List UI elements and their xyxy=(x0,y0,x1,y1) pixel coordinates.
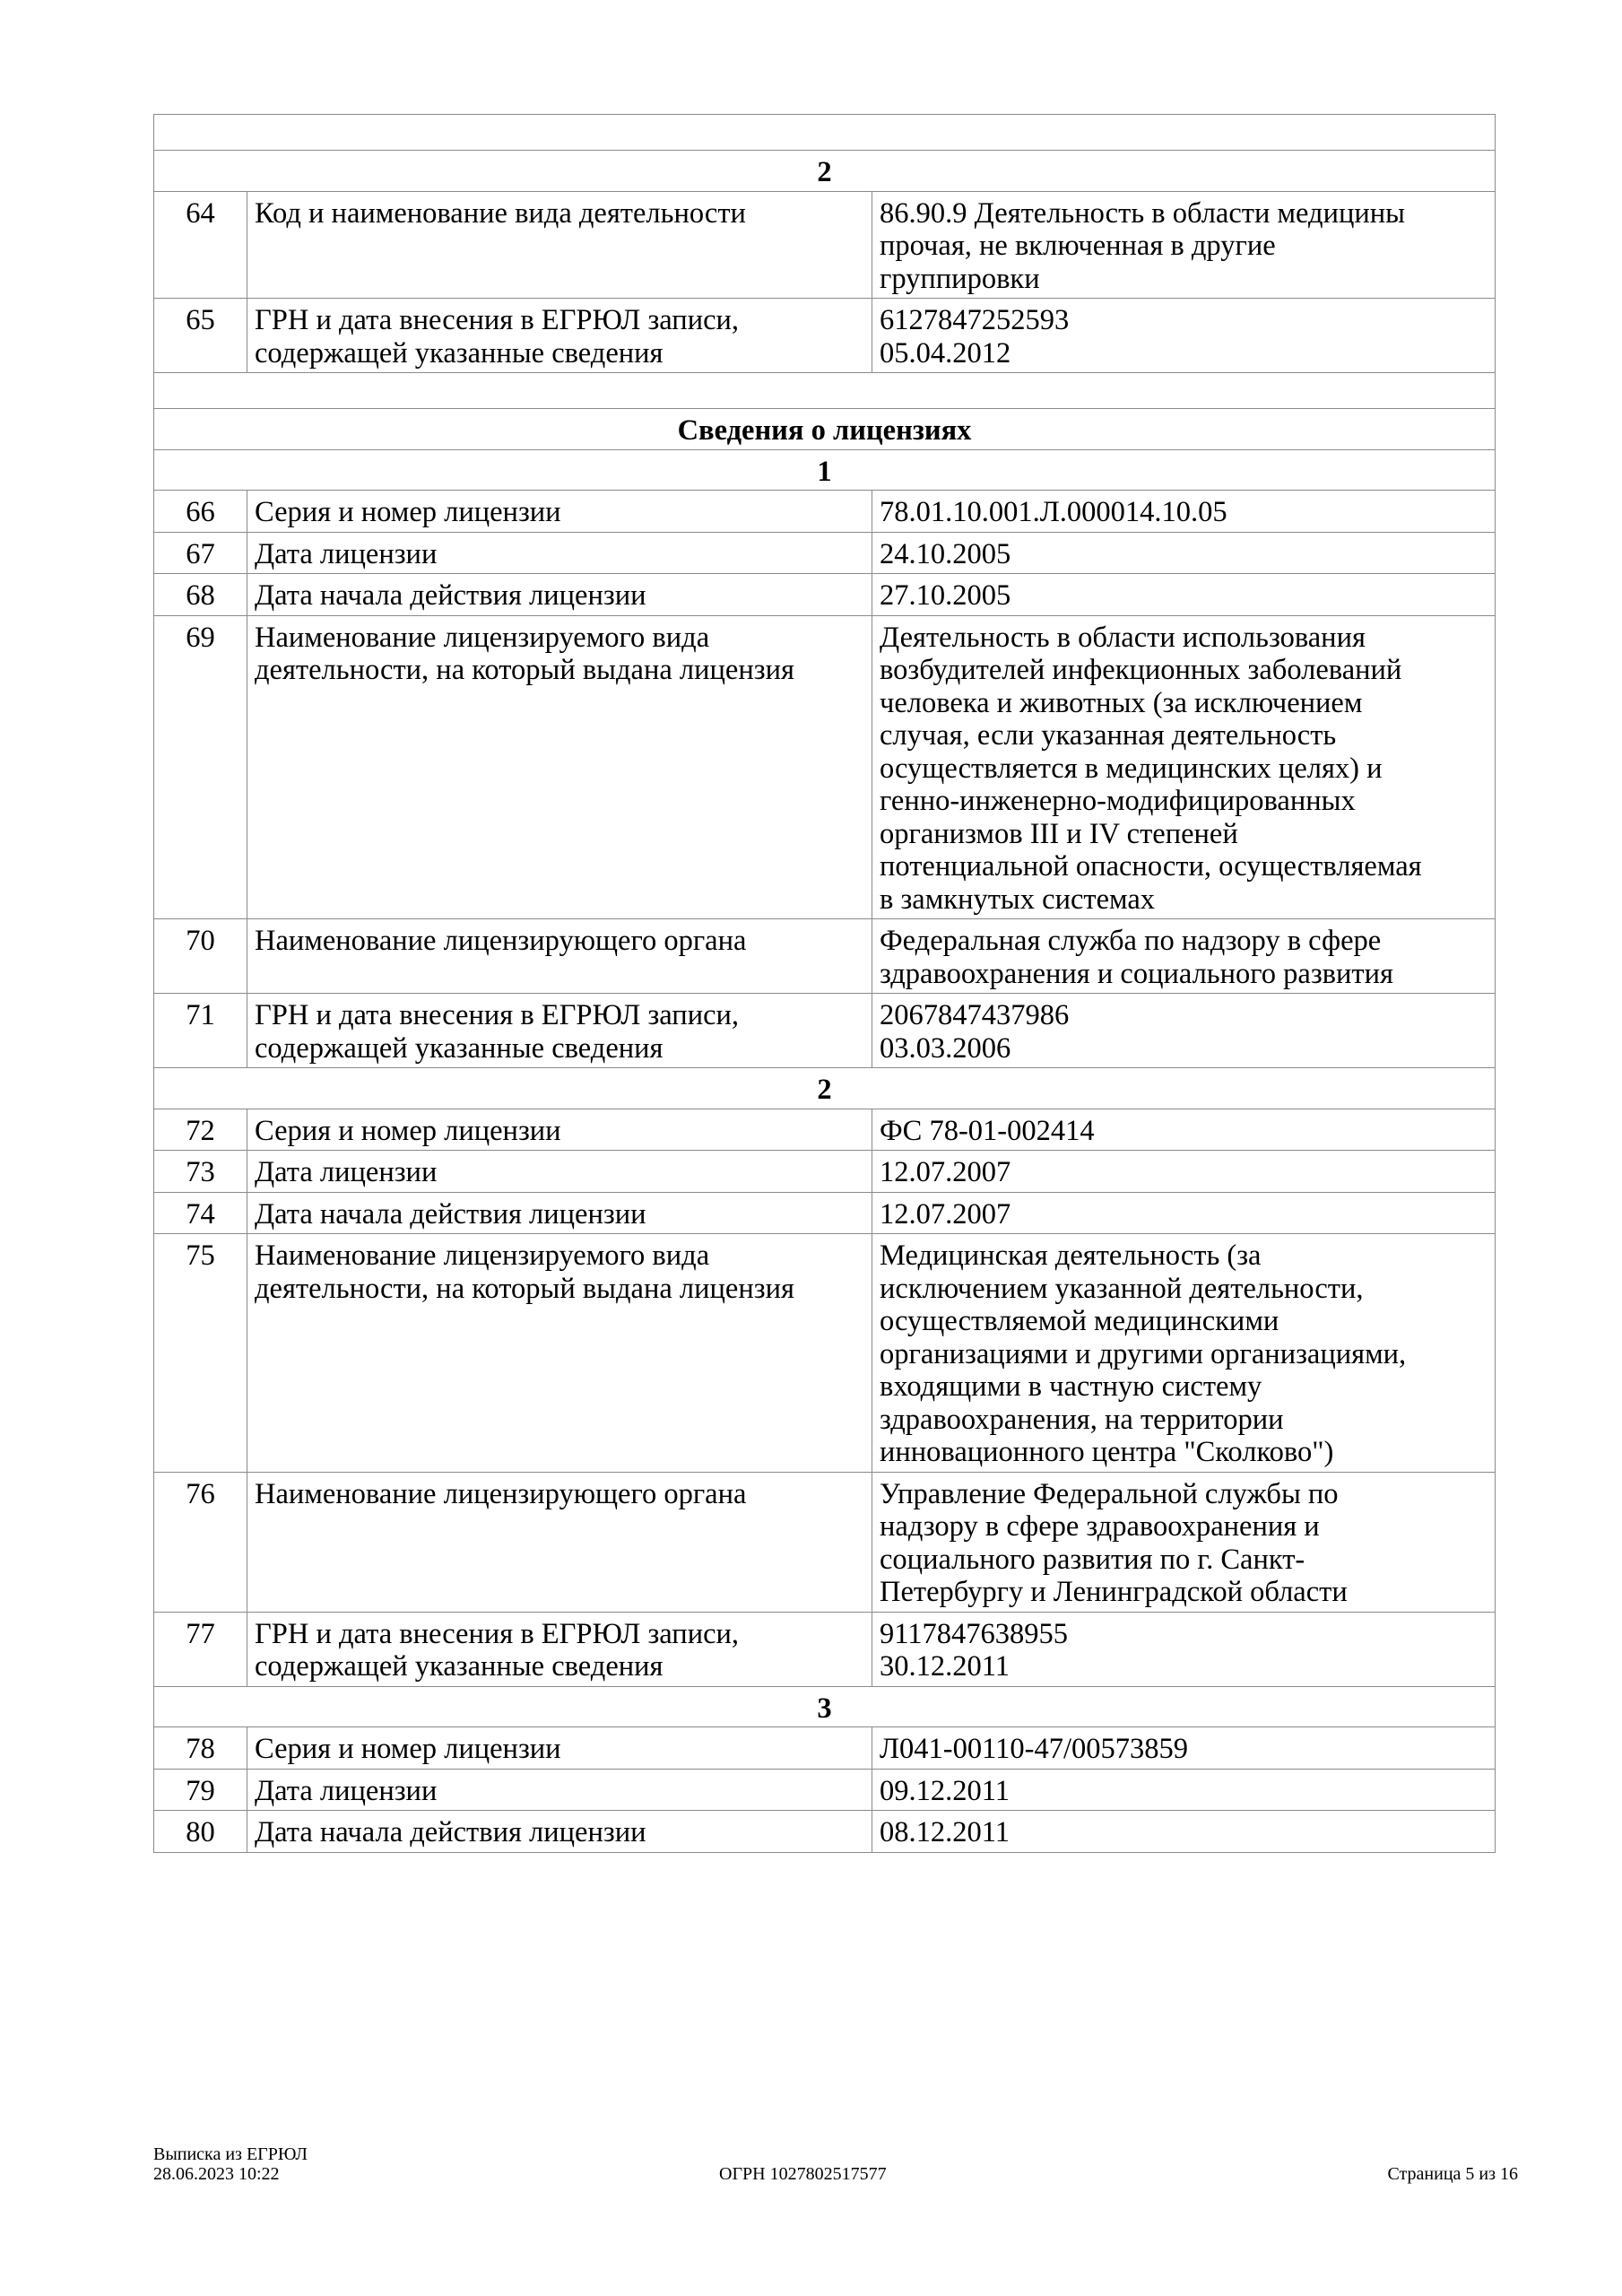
table-row xyxy=(154,615,1496,919)
row-number: 67 xyxy=(154,532,247,574)
field-label: Дата начала действия лицензии xyxy=(247,574,872,616)
field-label: Код и наименование вида деятельности xyxy=(247,191,872,299)
table-row xyxy=(154,491,1496,533)
footer-document-info xyxy=(153,2144,308,2184)
row-number: 75 xyxy=(154,1234,247,1473)
subsection-number: 2 xyxy=(154,151,1496,192)
field-label: Дата начала действия лицензии xyxy=(247,1192,872,1234)
row-number: 79 xyxy=(154,1769,247,1811)
field-value: Федеральная служба по надзору в сфере здравоохранения и социального развития xyxy=(872,919,1496,994)
field-value: 12.07.2007 xyxy=(872,1151,1496,1193)
field-value: 24.10.2005 xyxy=(872,532,1496,574)
row-number: 72 xyxy=(154,1109,247,1151)
field-value: Управление Федеральной службы по надзору в сфере здравоохранения и социального развития по г. Санкт- Петербургу и Ленинградской области xyxy=(872,1472,1496,1612)
table-row xyxy=(154,1769,1496,1811)
blank-row xyxy=(154,373,1496,409)
table-row xyxy=(154,1612,1496,1686)
table-row xyxy=(154,1811,1496,1853)
table-row xyxy=(154,1234,1496,1473)
table-row xyxy=(154,574,1496,616)
row-number: 70 xyxy=(154,919,247,994)
field-label: Дата лицензии xyxy=(247,1151,872,1193)
field-value: 2067847437986 03.03.2006 xyxy=(872,994,1496,1068)
row-number: 71 xyxy=(154,994,247,1068)
footer-page-number: Страница 5 из 16 xyxy=(1387,2164,1518,2184)
field-value: 86.90.9 Деятельность в области медицины прочая, не включенная в другие группировки xyxy=(872,191,1496,299)
row-number: 74 xyxy=(154,1192,247,1234)
egrul-extract-table xyxy=(153,114,1496,1853)
field-label: Дата лицензии xyxy=(247,532,872,574)
row-number: 64 xyxy=(154,191,247,299)
field-value: 78.01.10.001.Л.000014.10.05 xyxy=(872,491,1496,533)
table-row xyxy=(154,191,1496,299)
field-value: 08.12.2011 xyxy=(872,1811,1496,1853)
field-value: 6127847252593 05.04.2012 xyxy=(872,299,1496,373)
field-value: ФС 78-01-002414 xyxy=(872,1109,1496,1151)
subsection-number: 2 xyxy=(154,1068,1496,1109)
field-label: Серия и номер лицензии xyxy=(247,1727,872,1770)
field-label: Наименование лицензирующего органа xyxy=(247,919,872,994)
row-number: 76 xyxy=(154,1472,247,1612)
table-row xyxy=(154,1472,1496,1612)
field-label: Дата лицензии xyxy=(247,1769,872,1811)
subsection-heading-row xyxy=(154,151,1496,192)
footer-document-name: Выписка из ЕГРЮЛ xyxy=(153,2144,308,2164)
row-number: 65 xyxy=(154,299,247,373)
subsection-heading-row xyxy=(154,1068,1496,1109)
row-number: 80 xyxy=(154,1811,247,1853)
table-row xyxy=(154,994,1496,1068)
row-number: 68 xyxy=(154,574,247,616)
field-label: ГРН и дата внесения в ЕГРЮЛ записи, содержащей указанные сведения xyxy=(247,1612,872,1686)
field-label: Серия и номер лицензии xyxy=(247,1109,872,1151)
table-row xyxy=(154,919,1496,994)
row-number: 69 xyxy=(154,615,247,919)
field-value: 27.10.2005 xyxy=(872,574,1496,616)
field-label: Наименование лицензирующего органа xyxy=(247,1472,872,1612)
field-label: ГРН и дата внесения в ЕГРЮЛ записи, содержащей указанные сведения xyxy=(247,994,872,1068)
field-value: 12.07.2007 xyxy=(872,1192,1496,1234)
field-value: Медицинская деятельность (за исключением указанной деятельности, осуществляемой медицинскими организациями и другими организациями, входящими в частную систему здравоохранения, на территории инновационного центра "Сколково") xyxy=(872,1234,1496,1473)
table-row xyxy=(154,1727,1496,1770)
table-row xyxy=(154,299,1496,373)
table-row xyxy=(154,1109,1496,1151)
field-label: Наименование лицензируемого вида деятельности, на который выдана лицензия xyxy=(247,1234,872,1473)
subsection-heading-row xyxy=(154,449,1496,491)
footer-datetime: 28.06.2023 10:22 xyxy=(153,2164,280,2184)
row-number: 66 xyxy=(154,491,247,533)
table-row xyxy=(154,1192,1496,1234)
row-number: 77 xyxy=(154,1612,247,1686)
field-value: Деятельность в области использования возбудителей инфекционных заболеваний человека и животных (за исключением случая, если указанная деятельность осуществляется в медицинских целях) и генно-инженерно-модифицированных организмов III и IV степеней потенциальной опасности, осуществляемая в замкнутых системах xyxy=(872,615,1496,919)
subsection-heading-row xyxy=(154,1686,1496,1727)
field-label: Серия и номер лицензии xyxy=(247,491,872,533)
subsection-number: 3 xyxy=(154,1686,1496,1727)
row-number: 73 xyxy=(154,1151,247,1193)
blank-row xyxy=(154,115,1496,151)
section-heading-row xyxy=(154,409,1496,450)
section-title: Сведения о лицензиях xyxy=(154,409,1496,450)
field-label: Наименование лицензируемого вида деятельности, на который выдана лицензия xyxy=(247,615,872,919)
row-number: 78 xyxy=(154,1727,247,1770)
field-value: 09.12.2011 xyxy=(872,1769,1496,1811)
field-value: Л041-00110-47/00573859 xyxy=(872,1727,1496,1770)
field-label: Дата начала действия лицензии xyxy=(247,1811,872,1853)
field-label: ГРН и дата внесения в ЕГРЮЛ записи, содержащей указанные сведения xyxy=(247,299,872,373)
subsection-number: 1 xyxy=(154,449,1496,491)
table-row xyxy=(154,532,1496,574)
field-value: 9117847638955 30.12.2011 xyxy=(872,1612,1496,1686)
footer-ogrn: ОГРН 1027802517577 xyxy=(719,2164,887,2184)
table-row xyxy=(154,1151,1496,1193)
